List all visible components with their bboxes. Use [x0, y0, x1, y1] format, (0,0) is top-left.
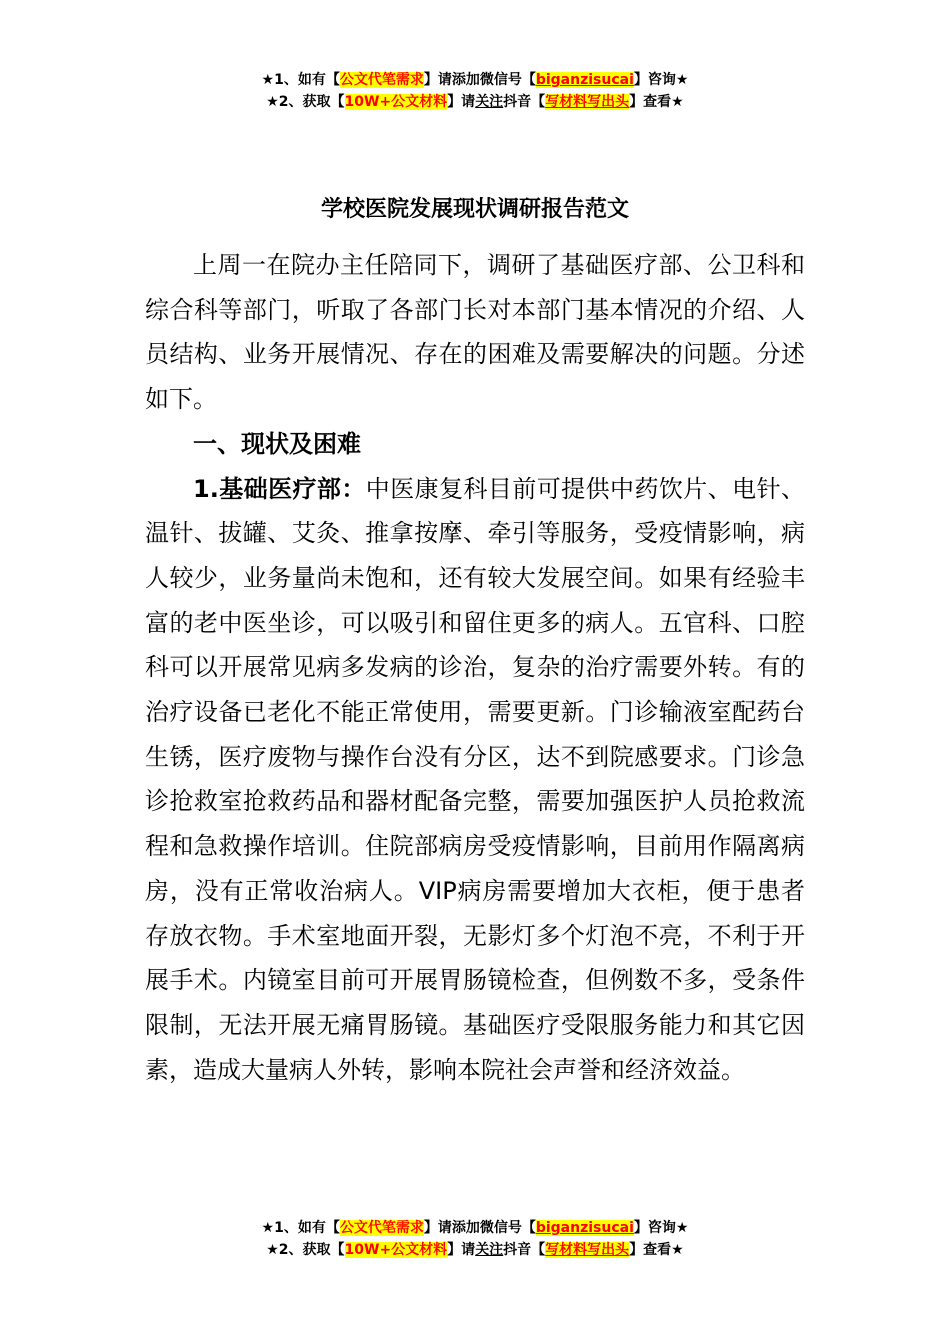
promo-emphasis: 添加: [451, 72, 480, 88]
promo-douyin-id: 写材料写出头: [545, 94, 630, 110]
item-paragraph: [145, 467, 805, 1093]
promo-banner-top: [0, 69, 950, 113]
promo-text: 】查看★: [629, 1242, 684, 1258]
promo-text: 】请: [423, 1220, 452, 1236]
promo-text: 抖音【: [503, 1242, 546, 1258]
promo-text: 】咨询★: [633, 72, 689, 88]
promo-douyin-id: 写材料写出头: [545, 1242, 630, 1258]
promo-line-2: [0, 91, 950, 113]
promo-emphasis: 关注: [475, 1242, 504, 1258]
item-text: 中医康复科目前可提供中药饮片、电针、温针、拔罐、艾灸、推拿按摩、牵引等服务，受疫情影响，病人较少，业务量尚未饱和，还有较大发展空间。如果有经验丰富的老中医坐诊，可以吸引和留住更多的病人。五官科、口腔科可以开展常见病多发病的诊治，复杂的治疗需要外转。有的治疗设备已老化不能正常使用，需要更新。门诊输液室配药台生锈，医疗废物与操作台没有分区，达不到院感要求。门诊急诊抢救室抢救药品和器材配备完整，需要加强医护人员抢救流程和急救操作培训。住院部病房受疫情影响，目前用作隔离病房，没有正常收治病人。VIP病房需要增加大衣柜，便于患者存放衣物。手术室地面开裂，无影灯多个灯泡不亮，不利于开展手术。内镜室目前可开展胃肠镜检查，但例数不多，受条件限制，无法开展无痛胃肠镜。基础医疗受限服务能力和其它因素，造成大量病人外转，影响本院社会声誉和经济效益。: [145, 474, 806, 1084]
promo-emphasis: 关注: [475, 94, 504, 110]
promo-line-2: [0, 1239, 950, 1261]
document-body: [145, 243, 805, 1092]
promo-emphasis: 添加: [451, 1220, 480, 1236]
promo-text: 微信号【: [479, 72, 536, 88]
promo-text: ★1、如有【: [261, 72, 340, 88]
promo-text: 微信号【: [479, 1220, 536, 1236]
intro-paragraph: 上周一在院办主任陪同下，调研了基础医疗部、公卫科和综合科等部门，听取了各部门长对本部门基本情况的介绍、人员结构、业务开展情况、存在的困难及需要解决的问题。分述如下。: [145, 251, 805, 414]
item-lead: 1.基础医疗部：: [193, 474, 366, 503]
promo-line-1: [0, 69, 950, 91]
promo-text: 】咨询★: [633, 1220, 689, 1236]
promo-highlight: 公文代笔需求: [339, 1220, 424, 1236]
promo-wechat-id: biganzisucai: [535, 72, 634, 88]
promo-highlight: 10W+公文材料: [344, 94, 448, 110]
promo-text: 】查看★: [629, 94, 684, 110]
promo-text: ★2、获取【: [266, 94, 345, 110]
section-heading: 一、现状及困难: [193, 429, 361, 458]
promo-text: 抖音【: [503, 94, 546, 110]
promo-text: ★2、获取【: [266, 1242, 345, 1258]
promo-text: 】请: [423, 72, 452, 88]
promo-text: ★1、如有【: [261, 1220, 340, 1236]
promo-line-1: [0, 1217, 950, 1239]
promo-wechat-id: biganzisucai: [535, 1220, 634, 1236]
promo-highlight: 10W+公文材料: [344, 1242, 448, 1258]
promo-text: 】请: [447, 1242, 476, 1258]
promo-text: 】请: [447, 94, 476, 110]
promo-banner-bottom: [0, 1217, 950, 1261]
document-title: 学校医院发展现状调研报告范文: [320, 197, 629, 222]
promo-highlight: 公文代笔需求: [339, 72, 424, 88]
